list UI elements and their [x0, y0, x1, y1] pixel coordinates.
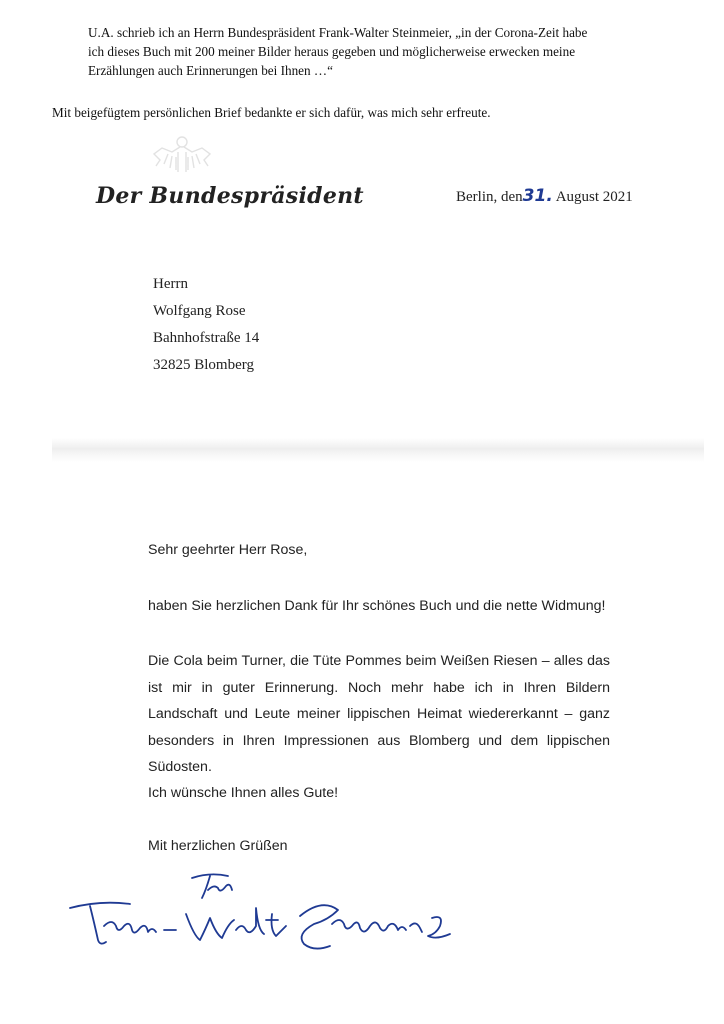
- intro-line-3: Erzählungen auch Erinnerungen bei Ihnen …“: [88, 63, 333, 78]
- paragraph-thanks: haben Sie herzlichen Dank für Ihr schönes Buch und die nette Widmung!: [148, 598, 606, 614]
- intro-line-4: Mit beigefügtem persönlichen Brief bedankte er sich dafür, was mich sehr erfreute.: [52, 105, 491, 120]
- address-line: 32825 Blomberg: [153, 357, 254, 373]
- address-line: Wolfgang Rose: [153, 303, 246, 319]
- intro-line-2: ich dieses Buch mit 200 meiner Bilder heraus gegeben und möglicherweise erwecken meine: [88, 44, 576, 59]
- letterhead: Der Bundespräsident: [96, 183, 364, 209]
- paragraph-wishes: Ich wünsche Ihnen alles Gute!: [148, 785, 339, 801]
- address-line: Bahnhofstraße 14: [153, 330, 260, 346]
- paragraph-memories: Die Cola beim Turner, die Tüte Pommes beim Weißen Riesen – alles das ist mir in guter Erinnerung. Noch mehr habe ich in Ihren Bildern Landschaft und Leute meiner lippischen Heimat wiedererkannt – ganz besonders in Ihren Impressionen aus Blomberg und dem lippischen Südosten.: [148, 653, 610, 775]
- closing: Mit herzlichen Grüßen: [148, 838, 288, 854]
- date-day-handwritten: 31.: [522, 186, 553, 206]
- handwritten-signature: [60, 860, 460, 970]
- date-prefix: Berlin, den: [456, 189, 523, 205]
- intro-line-1: U.A. schrieb ich an Herrn Bundespräsident Frank-Walter Steinmeier, „in der Corona-Zeit habe: [88, 25, 588, 40]
- salutation: Sehr geehrter Herr Rose,: [148, 542, 308, 558]
- address-line: Herrn: [153, 276, 188, 292]
- paper-fold: [52, 438, 704, 462]
- date-suffix: August 2021: [555, 189, 633, 205]
- federal-eagle-emblem: [150, 130, 214, 176]
- letter-date: [456, 186, 633, 206]
